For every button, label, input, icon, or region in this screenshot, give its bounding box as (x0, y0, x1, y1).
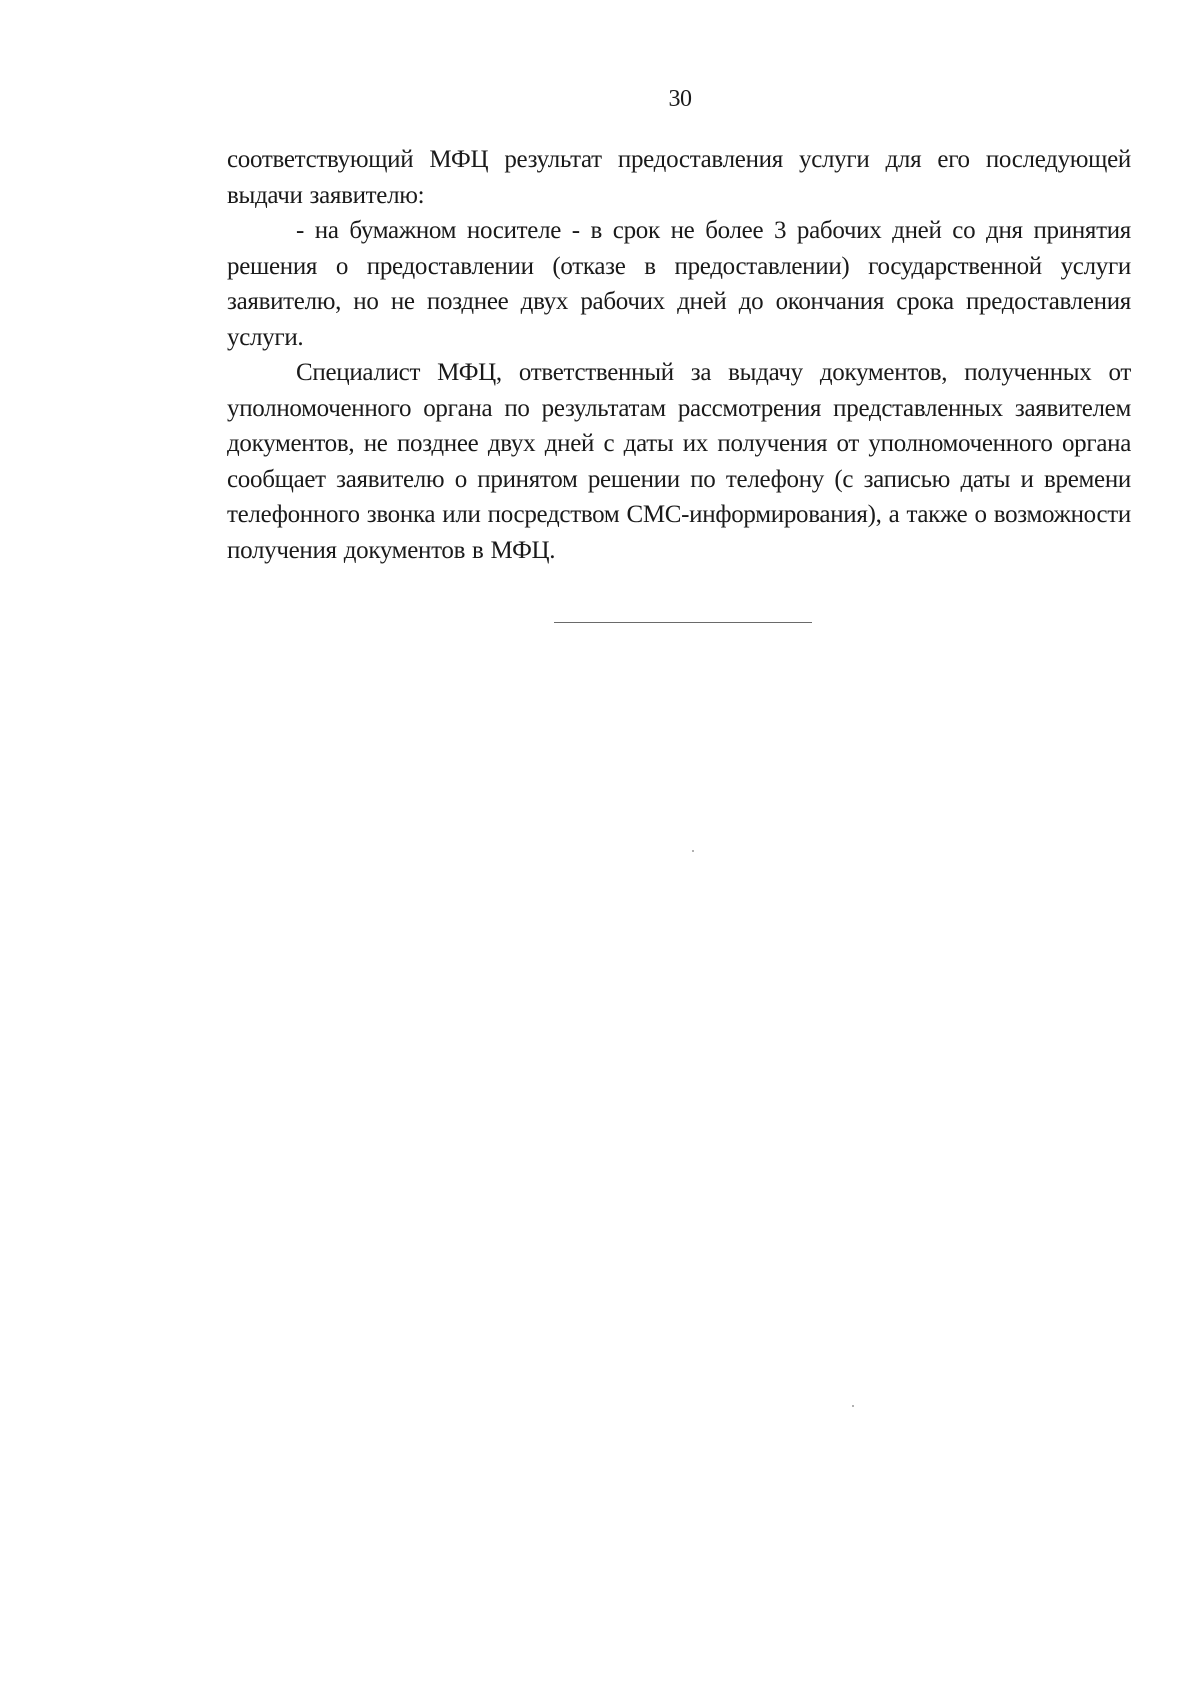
paragraph-result-delivery: соответствующий МФЦ результат предоставления услуги для его последующей выдачи заявителю: (227, 146, 1131, 209)
paragraph-mfc-specialist-notification: Специалист МФЦ, ответственный за выдачу документов, полученных от уполномоченного органа по результатам рассмотрения представленных заявителем документов, не позднее двух дней с даты их получения от уполномоченного органа сообщает заявителю о принятом решении по телефону (с записью даты и времени телефонного звонка или посредством СМС-информирования), а также о возможности получения документов в МФЦ. (227, 359, 1131, 564)
paragraph-paper-medium-deadline: - на бумажном носителе - в срок не более 3 рабочих дней со дня принятия решения о предоставлении (отказе в предоставлении) государственной услуги заявителю, но не позднее двух рабочих дней до окончания срока предоставления услуги. (227, 217, 1131, 351)
scan-speck (692, 850, 694, 852)
page-number: 30 (668, 86, 692, 112)
end-of-section-divider (554, 622, 812, 623)
document-body (227, 142, 1131, 568)
scan-speck (852, 1405, 854, 1407)
